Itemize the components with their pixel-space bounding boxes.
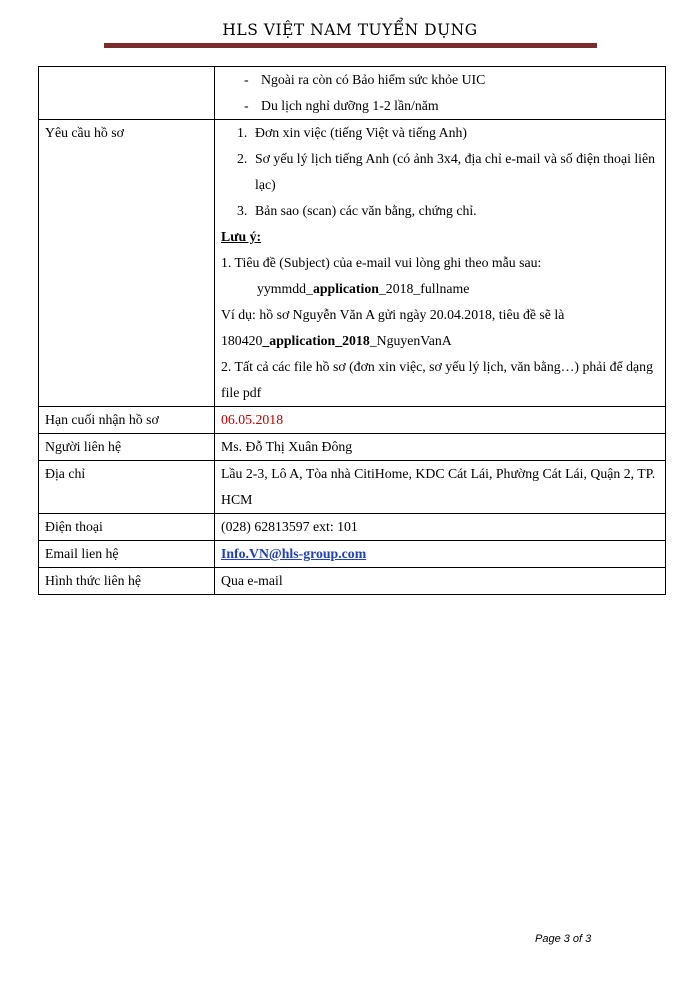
table-row-email bbox=[39, 541, 666, 568]
contact-person-value: Ms. Đỗ Thị Xuân Đông bbox=[215, 434, 666, 461]
contact-person-label: Người liên hệ bbox=[39, 434, 215, 461]
note-2: 2. Tất cả các file hồ sơ (đơn xin việc, sơ yếu lý lịch, văn bằng…) phải để dạng file pdf bbox=[221, 359, 653, 400]
list-item: 2. Sơ yếu lý lịch tiếng Anh (có ảnh 3x4, địa chỉ e-mail và số điện thoại liên lạc) bbox=[237, 151, 656, 192]
page-number: Page 3 of 3 bbox=[535, 933, 592, 945]
benefits-label-cell bbox=[39, 67, 215, 120]
phone-label: Điện thoại bbox=[39, 514, 215, 541]
benefits-value-cell bbox=[215, 67, 666, 120]
note-1: 1. Tiêu đề (Subject) của e-mail vui lòng ghi theo mẫu sau: bbox=[221, 255, 542, 270]
recruitment-table bbox=[38, 66, 666, 595]
table-row-benefits bbox=[39, 67, 666, 120]
table-row-address bbox=[39, 461, 666, 514]
table-row-method bbox=[39, 568, 666, 595]
table-row-contact-person bbox=[39, 434, 666, 461]
address-value: Lầu 2-3, Lô A, Tòa nhà CitiHome, KDC Cát Lái, Phường Cát Lái, Quận 2, TP. HCM bbox=[215, 461, 666, 514]
example-line: Ví dụ: hồ sơ Nguyễn Văn A gửi ngày 20.04.2018, tiêu đề sẽ là bbox=[221, 307, 565, 322]
subject-template: yymmdd_application_2018_fullname bbox=[257, 281, 470, 296]
note-title: Lưu ý: bbox=[221, 229, 262, 244]
header-rule bbox=[104, 43, 597, 48]
address-label: Địa chỉ bbox=[39, 461, 215, 514]
table-row-deadline bbox=[39, 407, 666, 434]
list-item: 3. Bản sao (scan) các văn bằng, chứng chỉ. bbox=[237, 203, 477, 218]
list-item: - Du lịch nghỉ dưỡng 1-2 lần/năm bbox=[244, 98, 439, 113]
list-item: 1. Đơn xin việc (tiếng Việt và tiếng Anh) bbox=[237, 125, 467, 140]
email-label: Email lien hệ bbox=[39, 541, 215, 568]
page-header-title: HLS VIỆT NAM TUYỂN DỤNG bbox=[222, 21, 478, 39]
deadline-value: 06.05.2018 bbox=[215, 407, 666, 434]
table-row-phone bbox=[39, 514, 666, 541]
example-subject: 180420_application_2018_NguyenVanA bbox=[221, 333, 452, 348]
deadline-label: Hạn cuối nhận hồ sơ bbox=[39, 407, 215, 434]
method-label: Hình thức liên hệ bbox=[39, 568, 215, 595]
documents-label: Yêu cầu hồ sơ bbox=[39, 120, 215, 407]
phone-value: (028) 62813597 ext: 101 bbox=[215, 514, 666, 541]
method-value: Qua e-mail bbox=[215, 568, 666, 595]
email-value-cell bbox=[215, 541, 666, 568]
list-item: - Ngoài ra còn có Bảo hiểm sức khỏe UIC bbox=[244, 72, 486, 87]
table-row-documents bbox=[39, 120, 666, 407]
email-link[interactable]: Info.VN@hls-group.com bbox=[221, 546, 367, 561]
documents-value-cell bbox=[215, 120, 666, 407]
